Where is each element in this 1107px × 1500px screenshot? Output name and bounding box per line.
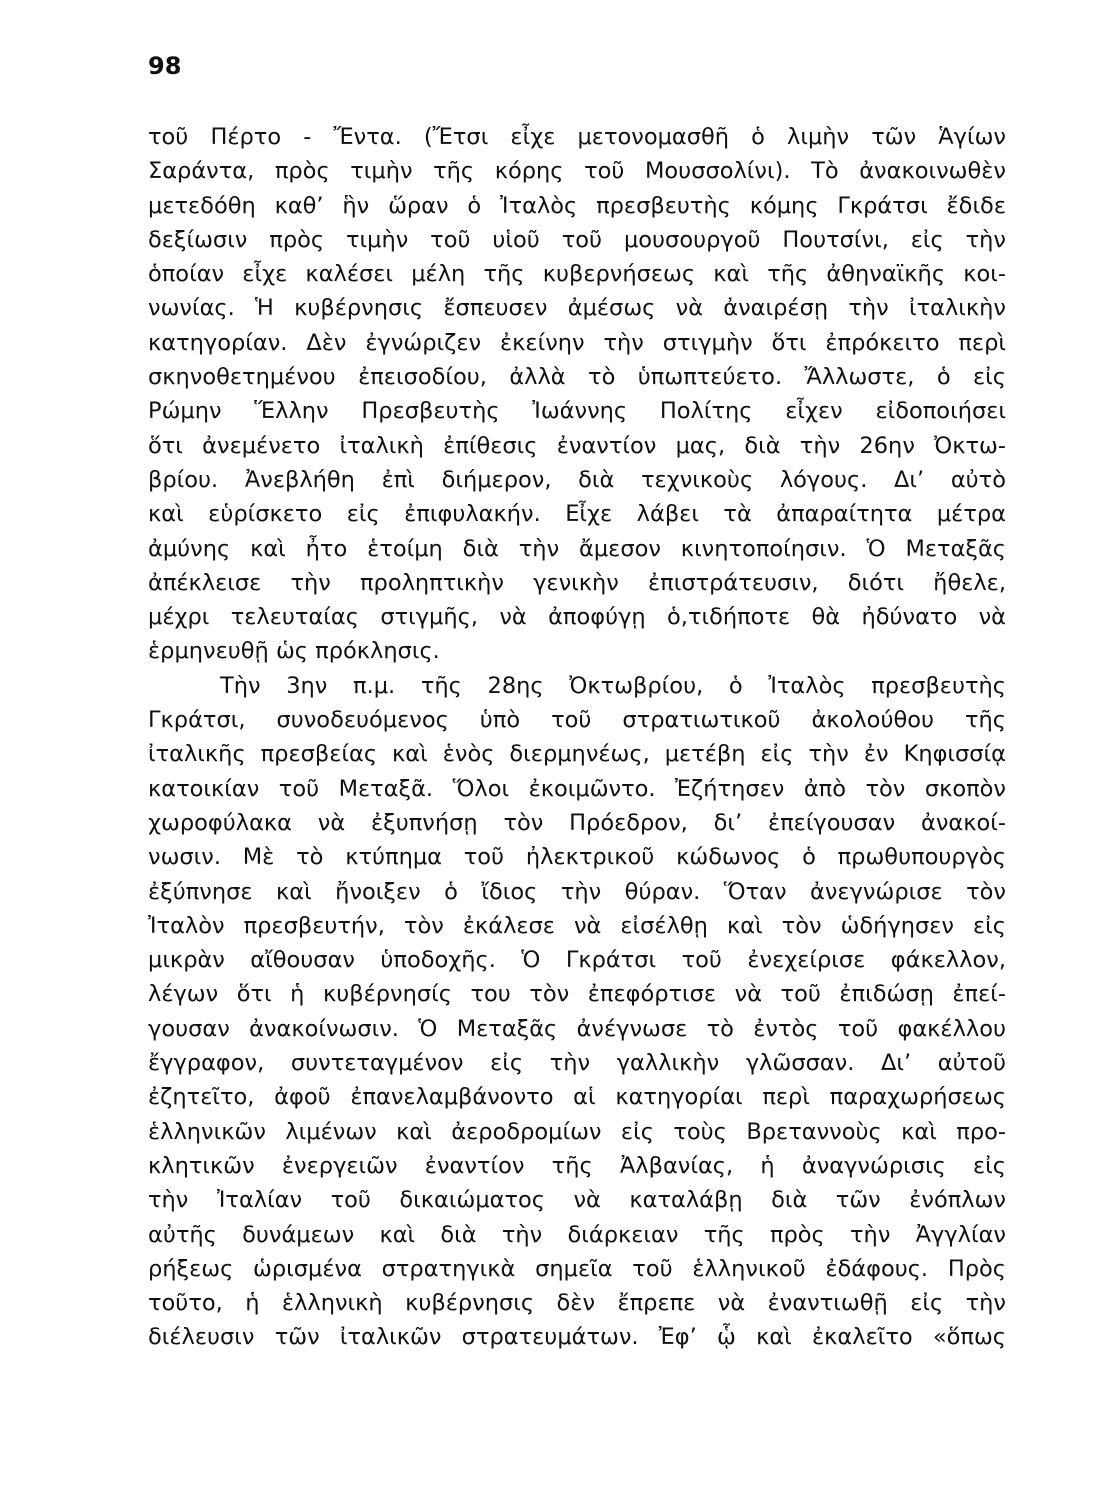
text-line: τοῦτο, ἡ ἑλληνικὴ κυβέρνησις δὲν ἔπρεπε νὰ ἐναντιωθῇ εἰς τὴν [148,1290,1006,1317]
text-line: ὅτι ἀνεμένετο ἰταλικὴ ἐπίθεσις ἐναντίον μας, διὰ τὴν 26ην Ὀκτω- [148,432,1006,459]
text-line: γουσαν ἀνακοίνωσιν. Ὁ Μεταξᾶς ἀνέγνωσε τὸ ἐντὸς τοῦ φακέλλου [148,1015,1006,1042]
text-line: ἔγγραφον, συντεταγμένον εἰς τὴν γαλλικὴν γλῶσσαν. Δι’ αὐτοῦ [148,1050,1006,1077]
paragraph-2 [148,669,1006,1355]
text-line: Τὴν 3ην π.μ. τῆς 28ης Ὀκτωβρίου, ὁ Ἰταλὸς πρεσβευτὴς [220,672,1006,699]
text-line: κλητικῶν ἐνεργειῶν ἐναντίον τῆς Ἀλβανίας, ἡ ἀναγνώρισις εἰς [148,1152,1006,1179]
text-line: καὶ εὑρίσκετο εἰς ἐπιφυλακήν. Εἶχε λάβει τὰ ἀπαραίτητα μέτρα [148,501,1006,528]
text-line: ἐξύπνησε καὶ ἤνοιξεν ὁ ἴδιος τὴν θύραν. Ὅταν ἀνεγνώρισε τὸν [148,878,1006,905]
text-line: ἰταλικῆς πρεσβείας καὶ ἑνὸς διερμηνέως, μετέβη εἰς τὴν ἐν Κηφισσίᾳ [148,741,1006,768]
page-number: 98 [148,52,182,80]
body-text [148,120,1006,1355]
text-line: Ἰταλὸν πρεσβευτήν, τὸν ἐκάλεσε νὰ εἰσέλθῃ καὶ τὸν ὡδήγησεν εἰς [148,912,1006,939]
text-line: νωνίας. Ἡ κυβέρνησις ἔσπευσεν ἀμέσως νὰ ἀναιρέσῃ τὴν ἰταλικὴν [148,295,1006,322]
text-line: κατηγορίαν. Δὲν ἐγνώριζεν ἐκείνην τὴν στιγμὴν ὅτι ἐπρόκειτο περὶ [148,329,1006,356]
text-line: βρίου. Ἀνεβλήθη ἐπὶ διήμερον, διὰ τεχνικοὺς λόγους. Δι’ αὐτὸ [148,466,1006,493]
text-line: ρήξεως ὡρισμένα στρατηγικὰ σημεῖα τοῦ ἑλληνικοῦ ἐδάφους. Πρὸς [148,1255,1006,1282]
text-line: μετεδόθη καθ’ ἣν ὥραν ὁ Ἰταλὸς πρεσβευτὴς κόμης Γκράτσι ἔδιδε [148,192,1006,219]
text-line: ἑρμηνευθῇ ὡς πρόκλησις. [148,638,440,665]
text-line: Ρώμην Ἕλλην Πρεσβευτὴς Ἰωάννης Πολίτης εἶχεν εἰδοποιήσει [148,398,1006,425]
text-line: ἐζητεῖτο, ἀφοῦ ἐπανελαμβάνοντο αἱ κατηγορίαι περὶ παραχωρήσεως [148,1084,1006,1111]
text-line: σκηνοθετημένου ἐπεισοδίου, ἀλλὰ τὸ ὑπωπτεύετο. Ἄλλωστε, ὁ εἰς [148,364,1006,391]
text-line: αὐτῆς δυνάμεων καὶ διὰ τὴν διάρκειαν τῆς πρὸς τὴν Ἀγγλίαν [148,1221,1006,1248]
text-line: κατοικίαν τοῦ Μεταξᾶ. Ὅλοι ἐκοιμῶντο. Ἐζήτησεν ἀπὸ τὸν σκοπὸν [148,775,1006,802]
text-line: ἀμύνης καὶ ἦτο ἑτοίμη διὰ τὴν ἄμεσον κινητοποίησιν. Ὁ Μεταξᾶς [148,535,1006,562]
text-line: Γκράτσι, συνοδευόμενος ὑπὸ τοῦ στρατιωτικοῦ ἀκολούθου τῆς [148,707,1006,734]
text-line: λέγων ὅτι ἡ κυβέρνησίς του τὸν ἐπεφόρτισε νὰ τοῦ ἐπιδώσῃ ἐπεί- [148,981,1006,1008]
paragraph-1 [148,120,1006,669]
text-line: ἑλληνικῶν λιμένων καὶ ἀεροδρομίων εἰς τοὺς Βρεταννοὺς καὶ προ- [148,1118,1006,1145]
text-line: μικρὰν αἴθουσαν ὑποδοχῆς. Ὁ Γκράτσι τοῦ ἐνεχείρισε φάκελλον, [148,947,1006,974]
text-line: ὁποίαν εἶχε καλέσει μέλη τῆς κυβερνήσεως καὶ τῆς ἀθηναϊκῆς κοι- [148,261,1006,288]
text-line: διέλευσιν τῶν ἰταλικῶν στρατευμάτων. Ἐφ’ ᾧ καὶ ἐκαλεῖτο «ὅπως [148,1324,1006,1351]
text-line: Σαράντα, πρὸς τιμὴν τῆς κόρης τοῦ Μουσσολίνι). Τὸ ἀνακοινωθὲν [148,158,1006,185]
text-line: δεξίωσιν πρὸς τιμὴν τοῦ υἱοῦ τοῦ μουσουργοῦ Πουτσίνι, εἰς τὴν [148,226,1006,253]
text-line: τοῦ Πέρτο - Ἔντα. (Ἔτσι εἶχε μετονομασθῆ ὁ λιμὴν τῶν Ἁγίων [148,124,1006,150]
text-line: ἀπέκλεισε τὴν προληπτικὴν γενικὴν ἐπιστράτευσιν, διότι ἤθελε, [148,569,1006,596]
text-line: χωροφύλακα νὰ ἐξυπνήσῃ τὸν Πρόεδρον, δι’ ἐπείγουσαν ἀνακοί- [148,809,1006,836]
text-line: τὴν Ἰταλίαν τοῦ δικαιώματος νὰ καταλάβῃ διὰ τῶν ἐνόπλων [148,1187,1006,1214]
text-line: μέχρι τελευταίας στιγμῆς, νὰ ἀποφύγῃ ὁ,τιδήποτε θὰ ἠδύνατο νὰ [148,604,1006,631]
text-line: νωσιν. Μὲ τὸ κτύπημα τοῦ ἠλεκτρικοῦ κώδωνος ὁ πρωθυπουργὸς [148,844,1006,871]
